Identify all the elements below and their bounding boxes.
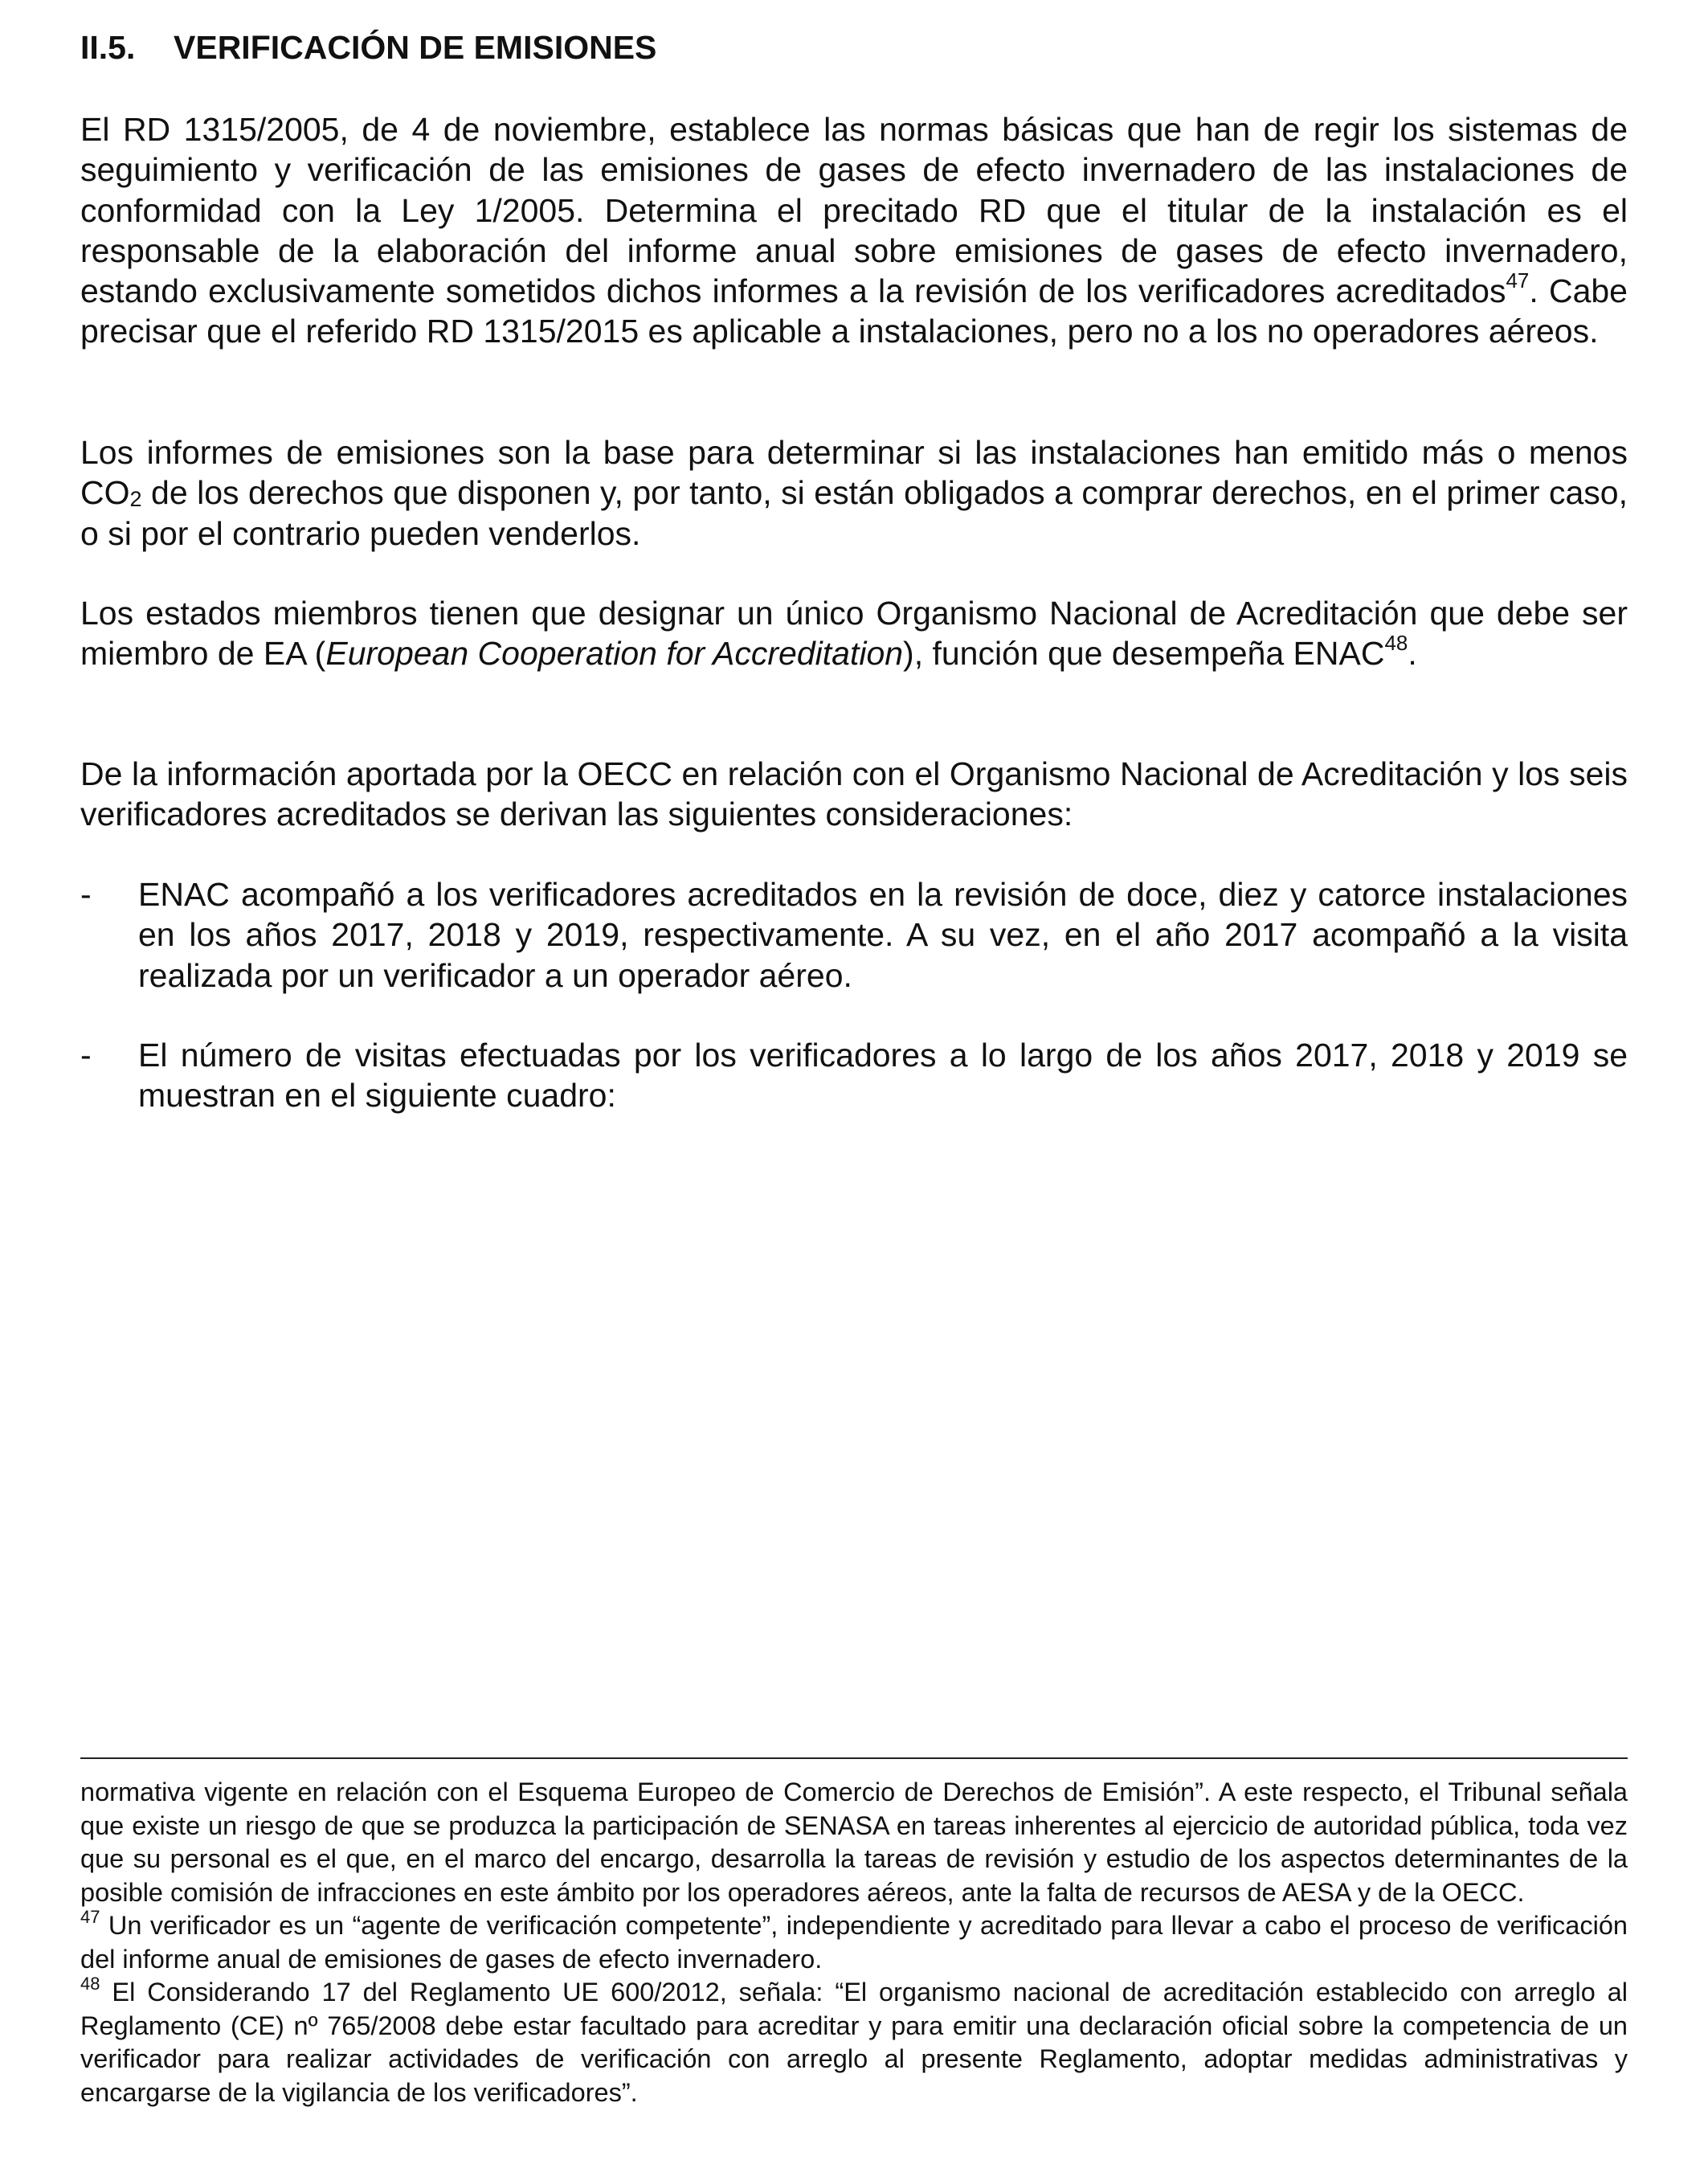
footnote-text: Un verificador es un “agente de verificación competente”, independiente y acreditado para llevar a cabo el proceso de verificación del informe anual de emisiones de gases de efecto invernadero. bbox=[80, 1911, 1628, 1974]
section-number: II.5. bbox=[80, 29, 136, 66]
footnote-47 bbox=[80, 1909, 1628, 1976]
bullet-marker: - bbox=[80, 1037, 92, 1074]
paragraph-rd-1315 bbox=[80, 109, 1628, 352]
paragraph-text: de los derechos que disponen y, por tanto, si están obligados a comprar derechos, en el primer caso, o si por el contrario pueden venderlos. bbox=[80, 474, 1628, 552]
list-item-text: El número de visitas efectuadas por los verificadores a lo largo de los años 2017, 2018 y 2019 se muestran en el siguiente cuadro: bbox=[138, 1037, 1628, 1115]
paragraph-text: ), función que desempeña ENAC bbox=[903, 635, 1385, 673]
footnote-number: 47 bbox=[80, 1907, 100, 1928]
paragraph-text: Los informes de emisiones son la base para determinar si las instalaciones han emitido más o menos CO bbox=[80, 434, 1628, 512]
footnote-ref-48[interactable]: 48 bbox=[1384, 630, 1408, 655]
paragraph-accreditation-body bbox=[80, 593, 1628, 674]
italic-term: European Cooperation for Accreditation bbox=[325, 635, 904, 673]
footnote-number: 48 bbox=[80, 1974, 100, 1994]
footnote-separator bbox=[80, 1757, 1628, 1759]
bullet-marker: - bbox=[80, 876, 92, 913]
paragraph-oecc-information: De la información aportada por la OECC en relación con el Organismo Nacional de Acreditación y los seis verificadores acreditados se derivan las siguientes consideraciones: bbox=[80, 755, 1628, 833]
section-heading bbox=[80, 29, 656, 67]
list-item-text: ENAC acompañó a los verificadores acreditados en la revisión de doce, diez y catorce instalaciones en los años 2017, 2018 y 2019, respectivamente. A su vez, en el año 2017 acompañó a la visita realizada por un verificador a un operador aéreo. bbox=[138, 876, 1628, 994]
footnote-continuation: normativa vigente en relación con el Esquema Europeo de Comercio de Derechos de Emisión”. A este respecto, el Tribunal señala que existe un riesgo de que se produzca la participación de SENASA en tareas inherentes al ejercicio de autoridad pública, toda vez que su personal es el que, en el marco del encargo, desarrolla la tareas de revisión y estudio de los aspectos determinantes de la posible comisión de infracciones en este ámbito por los operadores aéreos, ante la falta de recursos de AESA y de la OECC. bbox=[80, 1778, 1628, 1907]
co2-subscript: 2 bbox=[129, 487, 142, 512]
section-title: VERIFICACIÓN DE EMISIONES bbox=[174, 29, 657, 66]
footnote-ref-47[interactable]: 47 bbox=[1506, 268, 1530, 292]
footnote-text: El Considerando 17 del Reglamento UE 600/2012, señala: “El organismo nacional de acreditación establecido con arreglo al Reglamento (CE) nº 765/2008 debe estar facultado para acreditar y para emitir una declaración oficial sobre la competencia de un verificador para realizar actividades de verificación con arreglo al presente Reglamento, adoptar medidas administrativas y encargarse de la vigilancia de los verificadores”. bbox=[80, 1978, 1628, 2107]
list-item bbox=[80, 1035, 1628, 1116]
paragraph-emission-reports bbox=[80, 432, 1628, 554]
footnotes bbox=[80, 1776, 1628, 2109]
paragraph-text: Los estados miembros tienen que designar un único Organismo Nacional de Acreditación que debe ser miembro de EA ( bbox=[80, 595, 1628, 673]
list-item bbox=[80, 874, 1628, 996]
paragraph-text: . bbox=[1408, 635, 1417, 673]
footnote-48 bbox=[80, 1976, 1628, 2109]
paragraph-text: El RD 1315/2005, de 4 de noviembre, establece las normas básicas que han de regir los sistemas de seguimiento y verificación de las emisiones de gases de efecto invernadero de las instalaciones de conformidad con la Ley 1/2005. Determina el precitado RD que el titular de la instalación es el responsable de la elaboración del informe anual sobre emisiones de gases de efecto invernadero, estando exclusivamente sometidos dichos informes a la revisión de los verificadores acreditados bbox=[80, 111, 1628, 310]
paragraph-text: . Cabe precisar que el referido RD 1315/2015 es aplicable a instalaciones, pero no a los no operadores aéreos. bbox=[80, 272, 1628, 350]
